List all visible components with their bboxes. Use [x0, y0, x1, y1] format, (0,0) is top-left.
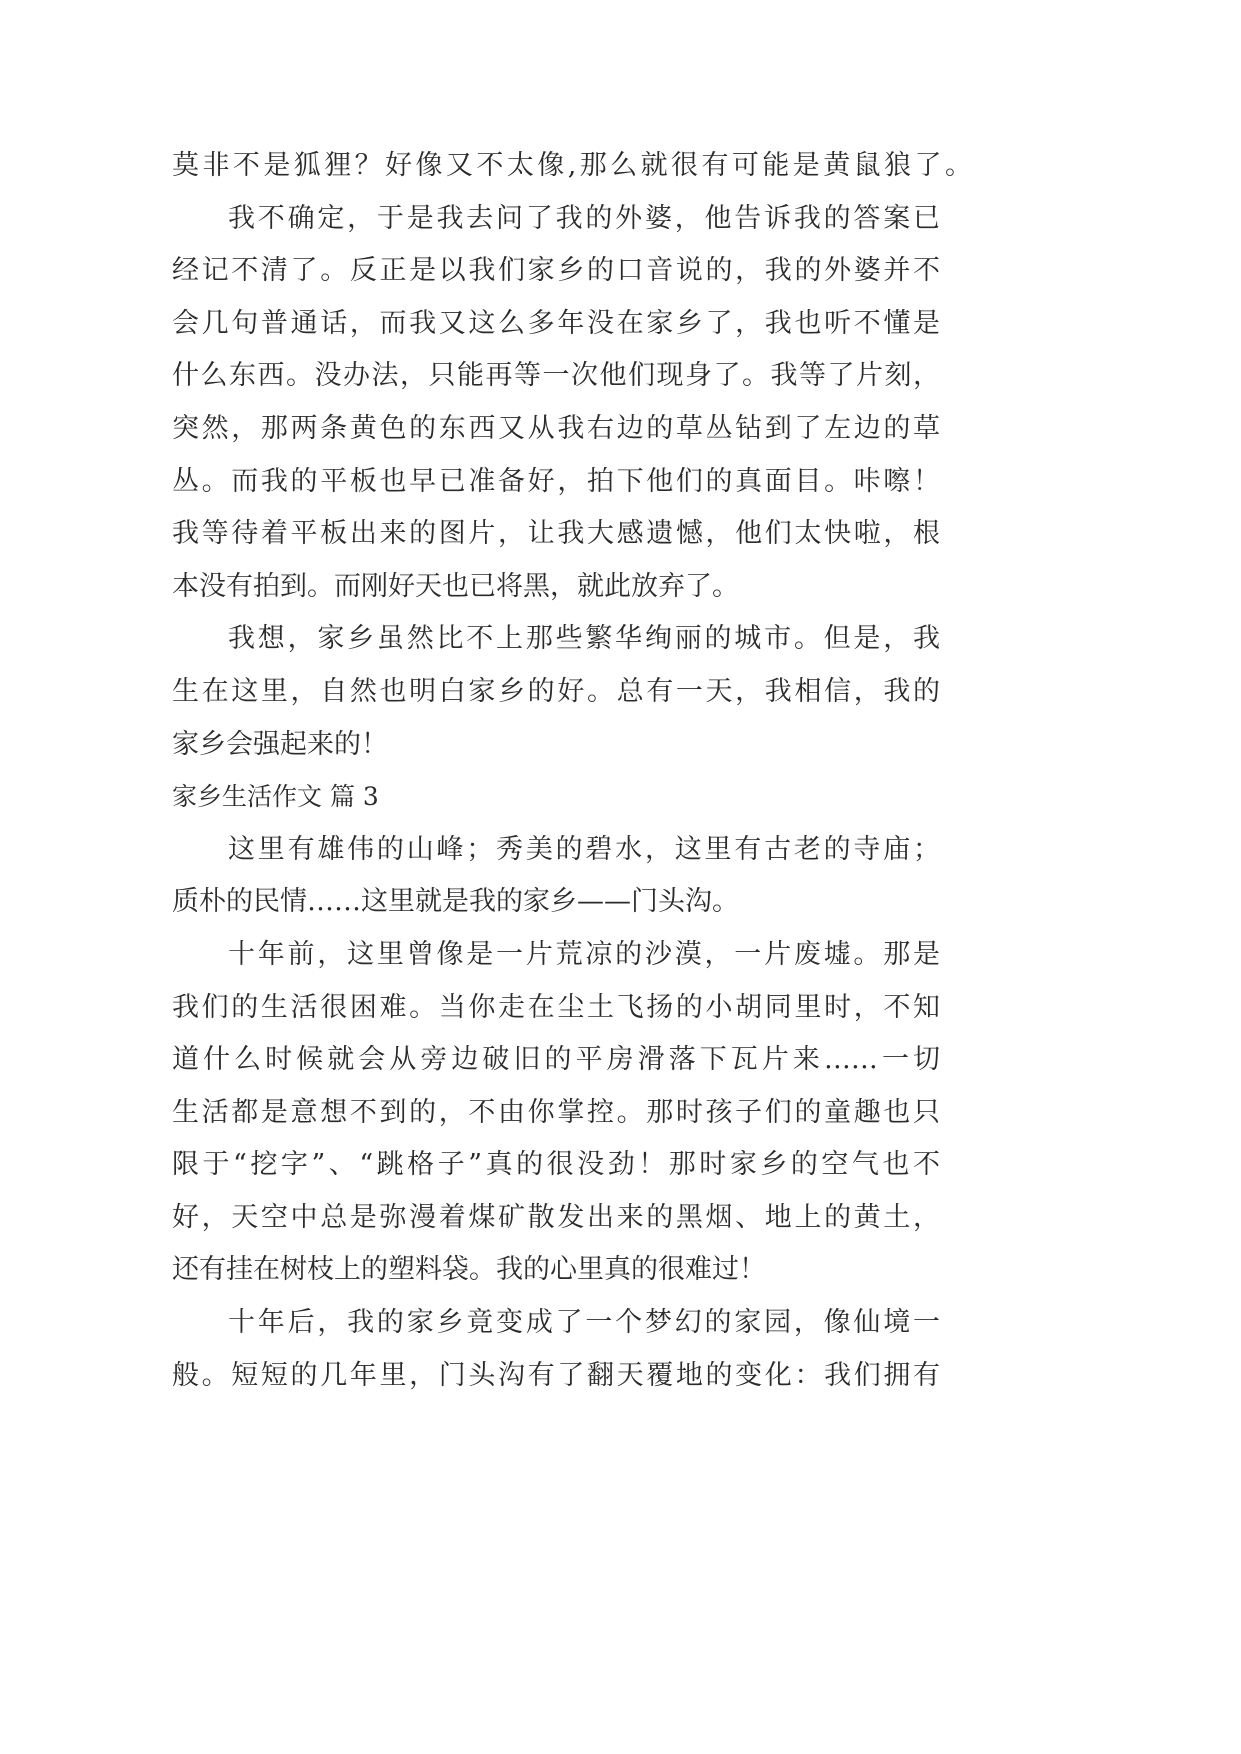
text-line: 限于“挖字”、“跳格子”真的很没劲！那时家乡的空气也不 [172, 1149, 940, 1181]
text-line: 十年前，这里曾像是一片荒凉的沙漠，一片废墟。那是 [228, 938, 940, 970]
text-line: 会几句普通话，而我又这么多年没在家乡了，我也听不懂是 [172, 307, 940, 339]
text-line: 丛。而我的平板也早已准备好，拍下他们的真面目。咔嚓！ [172, 465, 940, 497]
section-heading: 家乡生活作文 篇 3 [172, 782, 379, 812]
text-line: 般。短短的几年里，门头沟有了翻天覆地的变化：我们拥有 [172, 1359, 940, 1391]
text-line: 我不确定，于是我去问了我的外婆，他告诉我的答案已 [228, 202, 940, 234]
text-line: 好，天空中总是弥漫着煤矿散发出来的黑烟、地上的黄土， [172, 1201, 940, 1233]
text-line: 生活都是意想不到的，不由你掌控。那时孩子们的童趣也只 [172, 1096, 940, 1128]
text-line: 我等待着平板出来的图片，让我大感遗憾，他们太快啦，根 [172, 518, 940, 550]
text-line: 生在这里，自然也明白家乡的好。总有一天，我相信，我的 [172, 675, 940, 707]
text-line: 什么东西。没办法，只能再等一次他们现身了。我等了片刻， [172, 360, 940, 392]
text-line: 突然，那两条黄色的东西又从我右边的草丛钻到了左边的草 [172, 412, 940, 444]
text-line: 十年后，我的家乡竟变成了一个梦幻的家园，像仙境一 [228, 1307, 940, 1339]
essay-text [172, 140, 972, 1402]
text-line: 道什么时候就会从旁边破旧的平房滑落下瓦片来……一切 [172, 1044, 940, 1076]
text-line: 本没有拍到。而刚好天也已将黑，就此放弃了。 [172, 570, 739, 602]
text-line: 经记不清了。反正是以我们家乡的口音说的，我的外婆并不 [172, 255, 940, 287]
text-line: 莫非不是狐狸？好像又不太像,那么就很有可能是黄鼠狼了。 [172, 150, 972, 181]
text-line: 我们的生活很困难。当你走在尘土飞扬的小胡同里时，不知 [172, 991, 940, 1023]
text-line: 这里有雄伟的山峰；秀美的碧水，这里有古老的寺庙； [228, 833, 940, 865]
text-line: 还有挂在树枝上的塑料袋。我的心里真的很难过！ [172, 1254, 766, 1286]
text-line: 我想，家乡虽然比不上那些繁华绚丽的城市。但是，我 [228, 623, 940, 655]
text-line: 家乡会强起来的！ [172, 728, 388, 760]
text-line: 质朴的民情……这里就是我的家乡——门头沟。 [172, 886, 739, 918]
